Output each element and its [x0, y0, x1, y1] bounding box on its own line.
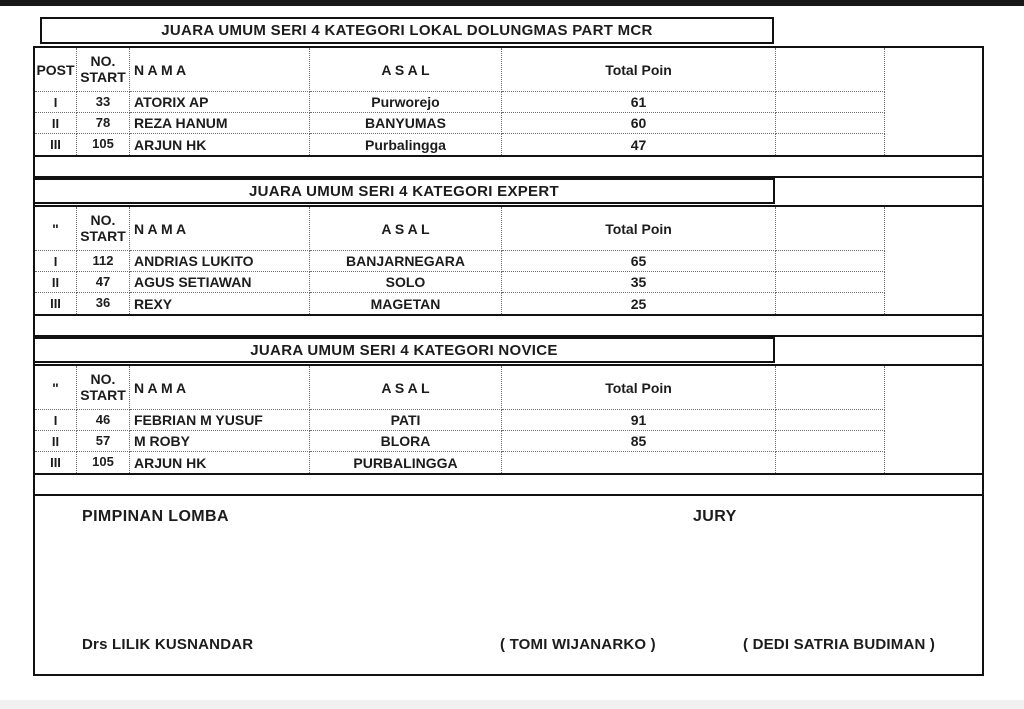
empty-cell [776, 113, 885, 134]
empty-cell [776, 251, 885, 272]
header-cell-total-poin: Total Poin [502, 48, 776, 92]
origin-cell: Purbalingga [310, 134, 502, 155]
start-number-cell: 105 [77, 134, 130, 155]
race-director-label: PIMPINAN LOMBA [82, 508, 229, 525]
empty-cell [776, 293, 885, 314]
empty-cell [885, 113, 982, 134]
points-cell: 60 [502, 113, 776, 134]
start-number-cell: 105 [77, 452, 130, 473]
points-cell: 65 [502, 251, 776, 272]
origin-cell: PURBALINGGA [310, 452, 502, 473]
start-number-cell: 78 [77, 113, 130, 134]
empty-cell [776, 92, 885, 113]
header-cell-no-start [77, 207, 130, 251]
rank-cell: II [35, 272, 77, 293]
scan-bottom-edge [0, 700, 1024, 709]
empty-cell [776, 431, 885, 452]
signature-section [35, 496, 982, 672]
header-cell-nama: N A M A [130, 48, 310, 92]
rank-cell: II [35, 431, 77, 452]
section-title-text: JUARA UMUM SERI 4 KATEGORI NOVICE [250, 341, 558, 359]
points-cell: 25 [502, 293, 776, 314]
header-no-line2: START [80, 386, 126, 403]
empty-cell [885, 134, 982, 155]
jury-name-1: ( TOMI WIJANARKO ) [500, 636, 656, 653]
results-table-novice [35, 364, 982, 475]
empty-cell [885, 92, 982, 113]
empty-cell [776, 207, 885, 251]
start-number-cell: 57 [77, 431, 130, 452]
section-title-lokal [40, 17, 774, 44]
name-cell: ARJUN HK [130, 452, 310, 473]
header-cell-total-poin: Total Poin [502, 366, 776, 410]
origin-cell: BANYUMAS [310, 113, 502, 134]
jury-label: JURY [693, 508, 737, 525]
origin-cell: BLORA [310, 431, 502, 452]
empty-cell [885, 452, 982, 473]
start-number-cell: 33 [77, 92, 130, 113]
title-row-novice [35, 337, 982, 364]
start-number-cell: 112 [77, 251, 130, 272]
name-cell: FEBRIAN M YUSUF [130, 410, 310, 431]
points-cell [502, 452, 776, 473]
section-title-expert [33, 178, 775, 204]
table-row [35, 272, 982, 293]
table-row [35, 134, 982, 155]
header-cell-asal: A S A L [310, 366, 502, 410]
start-number-cell: 46 [77, 410, 130, 431]
origin-cell: PATI [310, 410, 502, 431]
table-row [35, 92, 982, 113]
rank-cell: II [35, 113, 77, 134]
table-header-row [35, 48, 982, 92]
rank-cell: III [35, 293, 77, 314]
header-no-line2: START [80, 227, 126, 244]
empty-cell [885, 293, 982, 314]
origin-cell: Purworejo [310, 92, 502, 113]
title-row-expert [35, 178, 982, 205]
name-cell: REZA HANUM [130, 113, 310, 134]
header-cell-asal: A S A L [310, 48, 502, 92]
header-cell-pos: POST [35, 48, 77, 92]
header-cell-nama: N A M A [130, 207, 310, 251]
header-no-line2: START [80, 68, 126, 85]
scan-top-edge [0, 0, 1024, 6]
empty-cell [885, 366, 982, 410]
start-number-cell: 47 [77, 272, 130, 293]
start-number-cell: 36 [77, 293, 130, 314]
table-header-row [35, 366, 982, 410]
header-cell-total-poin: Total Poin [502, 207, 776, 251]
points-cell: 61 [502, 92, 776, 113]
table-header-row [35, 207, 982, 251]
spacer-band [35, 316, 982, 337]
header-cell-asal: A S A L [310, 207, 502, 251]
name-cell: ANDRIAS LUKITO [130, 251, 310, 272]
empty-cell [885, 431, 982, 452]
race-director-name: Drs LILIK KUSNANDAR [82, 636, 254, 653]
points-cell: 91 [502, 410, 776, 431]
points-cell: 85 [502, 431, 776, 452]
header-no-line1: NO. [90, 52, 116, 69]
section-title-text: JUARA UMUM SERI 4 KATEGORI LOKAL DOLUNGMAS PART MCR [161, 22, 653, 39]
spacer-band [35, 475, 982, 496]
origin-cell: BANJARNEGARA [310, 251, 502, 272]
empty-cell [885, 207, 982, 251]
empty-cell [776, 366, 885, 410]
header-cell-pos: " [35, 207, 77, 251]
header-cell-nama: N A M A [130, 366, 310, 410]
empty-cell [776, 452, 885, 473]
header-cell-no-start [77, 366, 130, 410]
empty-cell [776, 134, 885, 155]
origin-cell: MAGETAN [310, 293, 502, 314]
table-row [35, 410, 982, 431]
header-cell-no-start [77, 48, 130, 92]
name-cell: REXY [130, 293, 310, 314]
origin-cell: SOLO [310, 272, 502, 293]
spacer-band [35, 157, 982, 178]
name-cell: AGUS SETIAWAN [130, 272, 310, 293]
header-no-line1: NO. [90, 211, 116, 228]
header-cell-pos: " [35, 366, 77, 410]
jury-name-2: ( DEDI SATRIA BUDIMAN ) [743, 636, 936, 653]
empty-cell [776, 48, 885, 92]
points-cell: 47 [502, 134, 776, 155]
points-cell: 35 [502, 272, 776, 293]
empty-cell [776, 410, 885, 431]
empty-cell [885, 48, 982, 92]
table-row [35, 293, 982, 314]
rank-cell: I [35, 410, 77, 431]
empty-cell [885, 251, 982, 272]
name-cell: ATORIX AP [130, 92, 310, 113]
document-body [33, 46, 984, 676]
rank-cell: III [35, 452, 77, 473]
rank-cell: I [35, 92, 77, 113]
name-cell: M ROBY [130, 431, 310, 452]
name-cell: ARJUN HK [130, 134, 310, 155]
table-row [35, 452, 982, 473]
table-row [35, 431, 982, 452]
empty-cell [885, 410, 982, 431]
table-row [35, 251, 982, 272]
empty-cell [776, 272, 885, 293]
header-no-line1: NO. [90, 370, 116, 387]
section-title-text: JUARA UMUM SERI 4 KATEGORI EXPERT [249, 182, 559, 200]
results-table-lokal [35, 48, 982, 157]
results-table-expert [35, 205, 982, 316]
section-title-novice [33, 337, 775, 363]
table-row [35, 113, 982, 134]
rank-cell: III [35, 134, 77, 155]
empty-cell [885, 272, 982, 293]
rank-cell: I [35, 251, 77, 272]
